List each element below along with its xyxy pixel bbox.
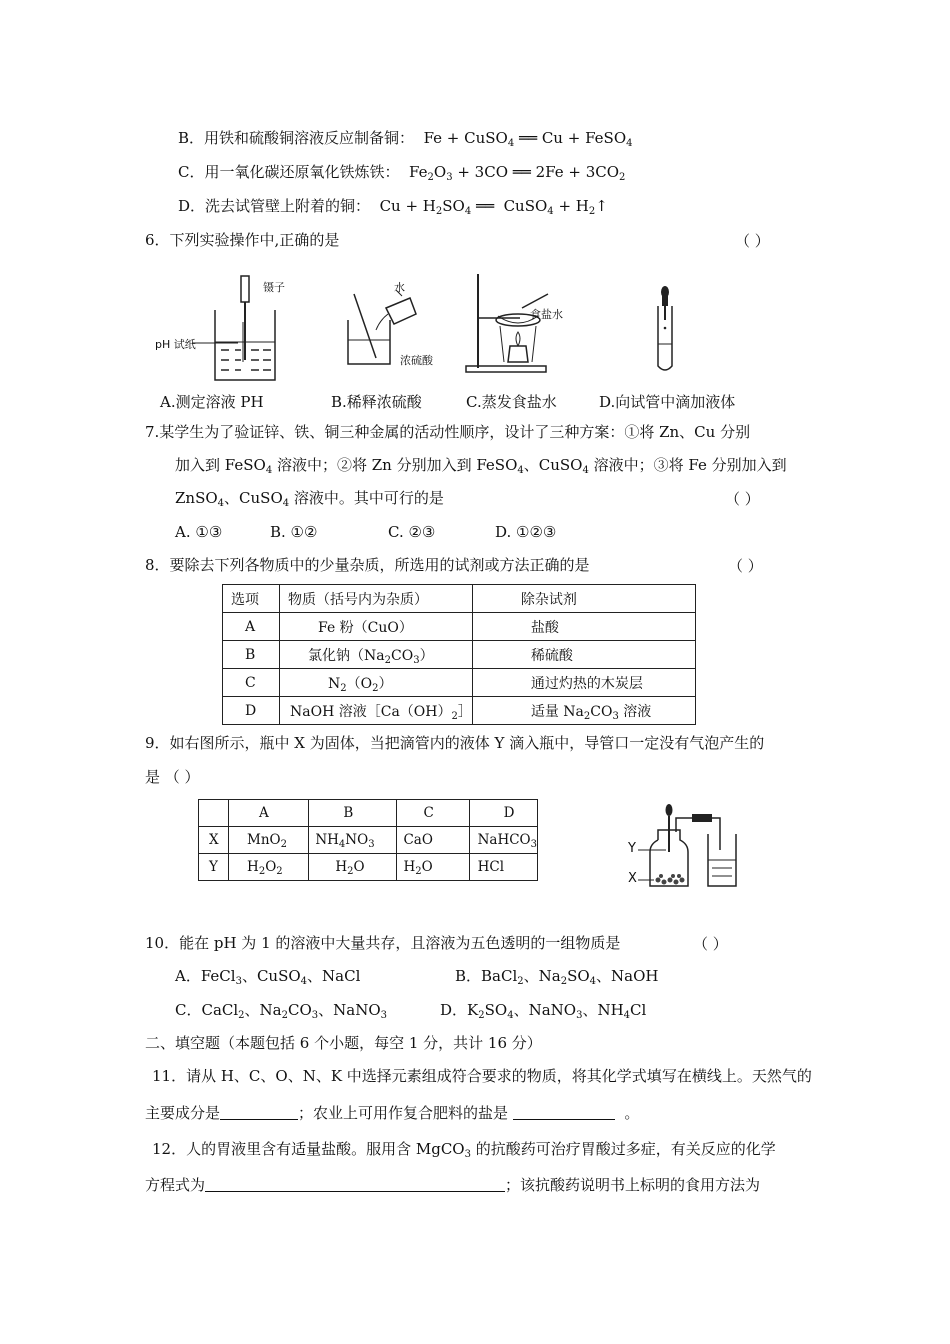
- q12-text-b: ；该抗酸药说明书上标明的食用方法为: [505, 1176, 761, 1194]
- fig-x-label: X: [628, 871, 637, 886]
- q9-stem-line1: 9．如右图所示，瓶中 X 为固体，当把滴管内的液体 Y 滴入瓶中，导管口一定没有气泡产生的: [145, 734, 765, 752]
- q7-option-c[interactable]: C. ②③: [388, 523, 436, 541]
- q6-option-d[interactable]: D.向试管中滴加液体: [599, 393, 736, 411]
- q7-answer-paren[interactable]: （ ）: [725, 490, 760, 508]
- q11-blank-1[interactable]: [220, 1105, 298, 1120]
- q10-option-b[interactable]: B．BaCl$_2$、$Na_2SO_4$、NaOH: [455, 967, 659, 987]
- option-cell: B: [223, 641, 280, 669]
- header-cell: [199, 800, 229, 827]
- q6-answer-paren[interactable]: （ ）: [735, 232, 770, 250]
- substance-cell: 氯化钠$(Na_2CO_3)$: [280, 641, 473, 669]
- header-cell: C: [397, 800, 469, 827]
- q9-stem-line2: 是 （ ）: [145, 768, 200, 786]
- q7-option-d[interactable]: D. ①②③: [495, 523, 557, 541]
- header-cell: 选项: [223, 585, 280, 613]
- q12-blank-1[interactable]: [205, 1177, 505, 1192]
- q12-line2: [145, 1175, 760, 1195]
- q9-table: [198, 799, 538, 881]
- water-label: 水: [394, 281, 405, 294]
- q5-option-d: D．洗去试管壁上附着的铜： $Cu + H_2SO_4$ ══ CuSO$_4$ + $H_2↑$: [178, 197, 608, 217]
- table-row: [199, 827, 538, 854]
- substance-cell: $N_2(O_2)$: [280, 669, 473, 697]
- header-cell: D: [469, 800, 537, 827]
- row-label-cell: Y: [199, 854, 229, 881]
- q7-option-a[interactable]: A. ①③: [175, 523, 223, 541]
- q6-stem: 6．下列实验操作中,正确的是: [145, 231, 340, 249]
- q11-blank-2[interactable]: [513, 1105, 615, 1120]
- q11-line2: [145, 1103, 639, 1123]
- q10-option-c[interactable]: C．CaCl$_2$、$Na_2CO_3$、NaNO$_3$: [175, 1001, 388, 1021]
- q6-option-a[interactable]: A.测定溶液 PH: [160, 393, 264, 411]
- table-row: [223, 669, 696, 697]
- table-cell: $H_2O$: [397, 854, 469, 881]
- header-cell: B: [309, 800, 397, 827]
- reagent-cell: 稀硫酸: [472, 641, 695, 669]
- q11-text-b: ；农业上可用作复合肥料的盐是: [298, 1104, 509, 1122]
- table-cell: HCl: [469, 854, 537, 881]
- option-cell: C: [223, 669, 280, 697]
- table-cell: MnO$_2$: [229, 827, 309, 854]
- q7-stem-line3: ZnSO$_4$、CuSO$_4$ 溶液中。其中可行的是: [175, 489, 444, 509]
- table-row: [223, 697, 696, 725]
- q10-option-d[interactable]: D．$K_2SO_4$、NaNO$_3$、$NH_4Cl$: [440, 1001, 647, 1021]
- header-cell: 除杂试剂: [472, 585, 695, 613]
- q12-text-a: 方程式为: [145, 1176, 206, 1194]
- table-cell: $H_2O_2$: [229, 854, 309, 881]
- q11-line1: 11．请从 H、C、O、N、K 中选择元素组成符合要求的物质，将其化学式填写在横线上。天然气的: [152, 1067, 812, 1085]
- ph-paper-pointer: [190, 338, 240, 348]
- q8-answer-paren[interactable]: （ ）: [728, 557, 763, 575]
- option-cell: D: [223, 697, 280, 725]
- substance-cell: NaOH 溶液$[Ca(OH)_2]$: [280, 697, 473, 725]
- q10-option-a[interactable]: A．FeCl$_3$、CuSO$_4$、NaCl: [175, 967, 361, 987]
- header-cell: 物质（括号内为杂质）: [280, 585, 473, 613]
- evaporate-figure: [460, 270, 570, 376]
- substance-cell: Fe 粉（CuO）: [280, 613, 473, 641]
- q7-stem-line2: 加入到 FeSO$_4$ 溶液中；②将 Zn 分别加入到 FeSO$_4$、CuSO$_4$ 溶液中；③将 Fe 分别加入到: [175, 456, 787, 476]
- table-cell: NaHCO$_3$: [469, 827, 537, 854]
- q7-option-b[interactable]: B. ①②: [270, 523, 318, 541]
- q12-line1: 12．人的胃液里含有适量盐酸。服用含 MgCO$_3$ 的抗酸药可治疗胃酸过多症，有关反应的化学: [152, 1140, 776, 1160]
- q5-option-b: B．用铁和硫酸铜溶液反应制备铜： Fe + CuSO$_4$ ══ Cu + FeSO$_4$: [178, 129, 633, 149]
- table-header-row: [199, 800, 538, 827]
- q10-stem: 10．能在 pH 为 1 的溶液中大量共存，且溶液为五色透明的一组物质是: [145, 934, 621, 952]
- fig-y-label: Y: [628, 841, 636, 856]
- table-row: [223, 641, 696, 669]
- ph-paper-label: pH 试纸: [155, 338, 196, 351]
- reagent-cell: 通过灼热的木炭层: [472, 669, 695, 697]
- gas-apparatus-figure: [628, 800, 748, 892]
- table-cell: CaO: [397, 827, 469, 854]
- q11-text-a: 主要成分是: [145, 1104, 221, 1122]
- q5-option-c: C．用一氧化碳还原氧化铁炼铁： $Fe_2O_3 + 3CO$ ══ $2Fe + 3CO_2$: [178, 163, 626, 183]
- conc-acid-label: 浓硫酸: [400, 354, 433, 367]
- reagent-cell: 适量 $Na_2CO_3$ 溶液: [472, 697, 695, 725]
- header-cell: A: [229, 800, 309, 827]
- brine-label: 食盐水: [530, 308, 563, 321]
- table-row: [199, 854, 538, 881]
- q11-text-c: 。: [624, 1104, 640, 1122]
- table-cell: $NH_4NO_3$: [309, 827, 397, 854]
- tweezers-label: 镊子: [263, 281, 285, 294]
- q7-stem-line1: 7.某学生为了验证锌、铁、铜三种金属的活动性顺序，设计了三种方案：①将 Zn、Cu 分别: [145, 423, 751, 441]
- table-row: [223, 613, 696, 641]
- option-cell: A: [223, 613, 280, 641]
- q6-option-b[interactable]: B.稀释浓硫酸: [331, 393, 422, 411]
- q8-table: [222, 584, 696, 725]
- table-cell: $H_2O$: [309, 854, 397, 881]
- q6-option-c[interactable]: C.蒸发食盐水: [466, 393, 557, 411]
- reagent-cell: 盐酸: [472, 613, 695, 641]
- row-label-cell: X: [199, 827, 229, 854]
- q8-stem: 8．要除去下列各物质中的少量杂质，所选用的试剂或方法正确的是: [145, 556, 590, 574]
- dropper-figure: [650, 284, 680, 376]
- q10-answer-paren[interactable]: （ ）: [693, 935, 728, 953]
- section2-title: 二、填空题（本题包括 6 个小题，每空 1 分，共计 16 分）: [145, 1034, 542, 1052]
- table-header-row: [223, 585, 696, 613]
